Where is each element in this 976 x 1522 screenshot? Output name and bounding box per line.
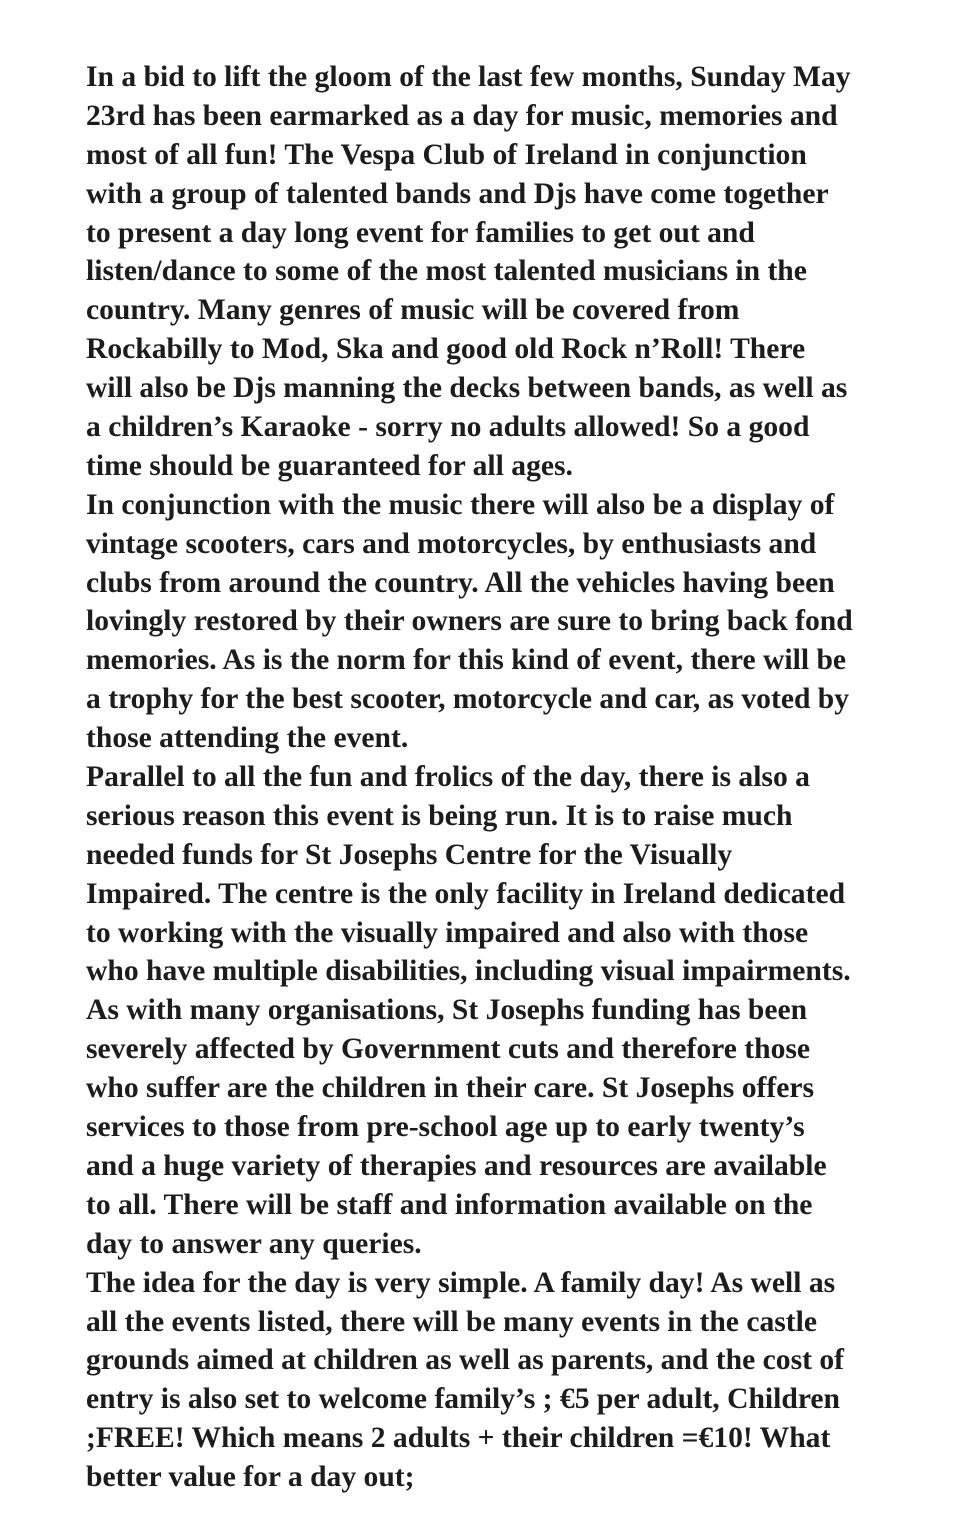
text-line: to working with the visually impaired and also with those (86, 916, 809, 949)
article-text (86, 58, 956, 1497)
text-line: Rockabilly to Mod, Ska and good old Rock n’Roll! There (86, 333, 806, 366)
text-line: The idea for the day is very simple. A family day! As well as (86, 1266, 836, 1299)
text-line: grounds aimed at children as well as parents, and the cost of (86, 1344, 844, 1377)
text-line: 23rd has been earmarked as a day for music, memories and (86, 99, 838, 132)
text-line: In a bid to lift the gloom of the last few months, Sunday May (86, 61, 851, 93)
text-line: most of all fun! The Vespa Club of Ireland in conjunction (86, 138, 807, 171)
text-line: lovingly restored by their owners are sure to bring back fond (86, 605, 853, 638)
text-line: In conjunction with the music there will also be a display of (86, 488, 835, 521)
text-line: who have multiple disabilities, including visual impairments. (86, 955, 851, 988)
text-line: to present a day long event for families to get out and (86, 216, 755, 249)
text-line: clubs from around the country. All the vehicles having been (86, 566, 835, 599)
text-line: services to those from pre-school age up to early twenty’s (86, 1111, 805, 1144)
paragraph-music-event (86, 58, 956, 486)
text-line: entry is also set to welcome family’s ; €5 per adult, Children (86, 1383, 841, 1416)
text-line: memories. As is the norm for this kind of event, there will be (86, 644, 847, 677)
paragraph-family-day (86, 1264, 956, 1497)
paragraph-charity (86, 758, 956, 1264)
text-line: serious reason this event is being run. It is to raise much (86, 799, 793, 832)
text-line: country. Many genres of music will be covered from (86, 294, 740, 327)
text-line: severely affected by Government cuts and therefore those (86, 1033, 811, 1066)
text-line: and a huge variety of therapies and resources are available (86, 1149, 827, 1182)
text-line: day to answer any queries. (86, 1227, 422, 1260)
text-line: will also be Djs manning the decks between bands, as well as (86, 372, 848, 405)
text-line: with a group of talented bands and Djs have come together (86, 177, 829, 210)
text-line: needed funds for St Josephs Centre for the Visually (86, 838, 733, 871)
text-line: all the events listed, there will be many events in the castle (86, 1305, 817, 1338)
text-line: those attending the event. (86, 722, 409, 755)
text-line: better value for a day out; (86, 1461, 415, 1494)
text-line: ;FREE! Which means 2 adults + their children =€10! What (86, 1422, 831, 1455)
text-line: vintage scooters, cars and motorcycles, by enthusiasts and (86, 527, 817, 560)
text-line: Impaired. The centre is the only facility in Ireland dedicated (86, 877, 846, 910)
text-line: who suffer are the children in their care. St Josephs offers (86, 1072, 815, 1105)
text-line: to all. There will be staff and information available on the (86, 1188, 813, 1221)
text-line: Parallel to all the fun and frolics of the day, there is also a (86, 761, 810, 794)
text-line: a trophy for the best scooter, motorcycle and car, as voted by (86, 683, 850, 716)
text-line: a children’s Karaoke - sorry no adults allowed! So a good (86, 411, 810, 444)
text-line: time should be guaranteed for all ages. (86, 449, 573, 482)
paragraph-vehicle-display (86, 486, 956, 758)
text-line: listen/dance to some of the most talented musicians in the (86, 255, 807, 288)
text-line: As with many organisations, St Josephs funding has been (86, 994, 808, 1027)
